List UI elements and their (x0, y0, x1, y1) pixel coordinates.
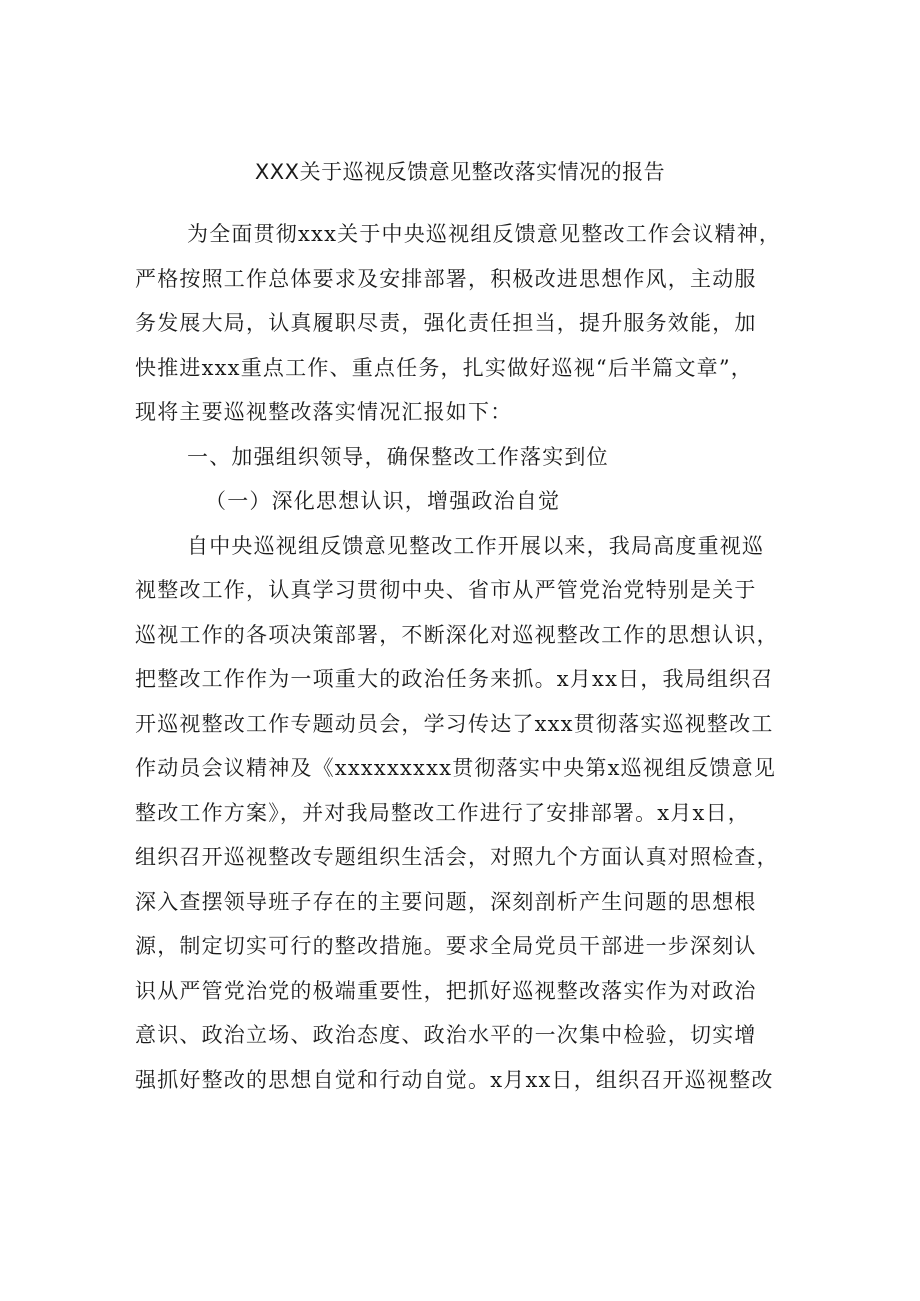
document-line: 意识、政治立场、政治态度、政治水平的一次集中检验，切实增 (135, 1023, 757, 1047)
document-line: 整改工作方案》，并对我局整改工作进行了安排部署。x月x日， (135, 800, 750, 825)
document-line: 把整改工作作为一项重大的政治任务来抓。x月xx日，我局组织召 (135, 667, 774, 691)
document-line: 组织召开巡视整改专题组织生活会，对照九个方面认真对照检查， (135, 845, 779, 869)
document-line: 源，制定切实可行的整改措施。要求全局党员干部进一步深刻认 (135, 934, 757, 958)
document-line: 现将主要巡视整改落实情况汇报如下： (135, 400, 513, 424)
document-line: 视整改工作，认真学习贯彻中央、省市从严管党治党特别是关于 (135, 578, 757, 602)
document-body (135, 212, 800, 1102)
document-title: XXX关于巡视反馈意见整改落实情况的报告 (254, 160, 666, 184)
document-line: 开巡视整改工作专题动员会，学习传达了xxx贯彻落实巡视整改工 (135, 711, 774, 736)
document-line: 为全面贯彻xxx关于中央巡视组反馈意见整改工作会议精神， (187, 222, 782, 246)
document-line: 巡视工作的各项决策部署，不断深化对巡视整改工作的思想认识， (135, 622, 779, 647)
document-line: 快推进xxx重点工作、重点任务，扎实做好巡视“后半篇文章”， (135, 355, 753, 380)
document-line: 深入查摆领导班子存在的主要问题，深刻剖析产生问题的思想根 (135, 889, 757, 914)
document-line: 自中央巡视组反馈意见整改工作开展以来，我局高度重视巡 (187, 533, 765, 558)
document-line: 务发展大局，认真履职尽责，强化责任担当，提升服务效能，加 (135, 311, 757, 335)
document-line: 强抓好整改的思想自觉和行动自觉。x月xx日，组织召开巡视整改 (135, 1067, 774, 1092)
document-line: 一、加强组织领导，确保整改工作落实到位 (187, 444, 609, 469)
document-line: 严格按照工作总体要求及安排部署，积极改进思想作风，主动服 (135, 266, 757, 291)
document-line: 识从严管党治党的极端重要性，把抓好巡视整改落实作为对政治 (135, 978, 757, 1003)
document-line: （一）深化思想认识，增强政治自觉 (205, 489, 561, 513)
document-line: 作动员会议精神及《xxxxxxxxx贯彻落实中央第x巡视组反馈意见 (135, 756, 777, 780)
